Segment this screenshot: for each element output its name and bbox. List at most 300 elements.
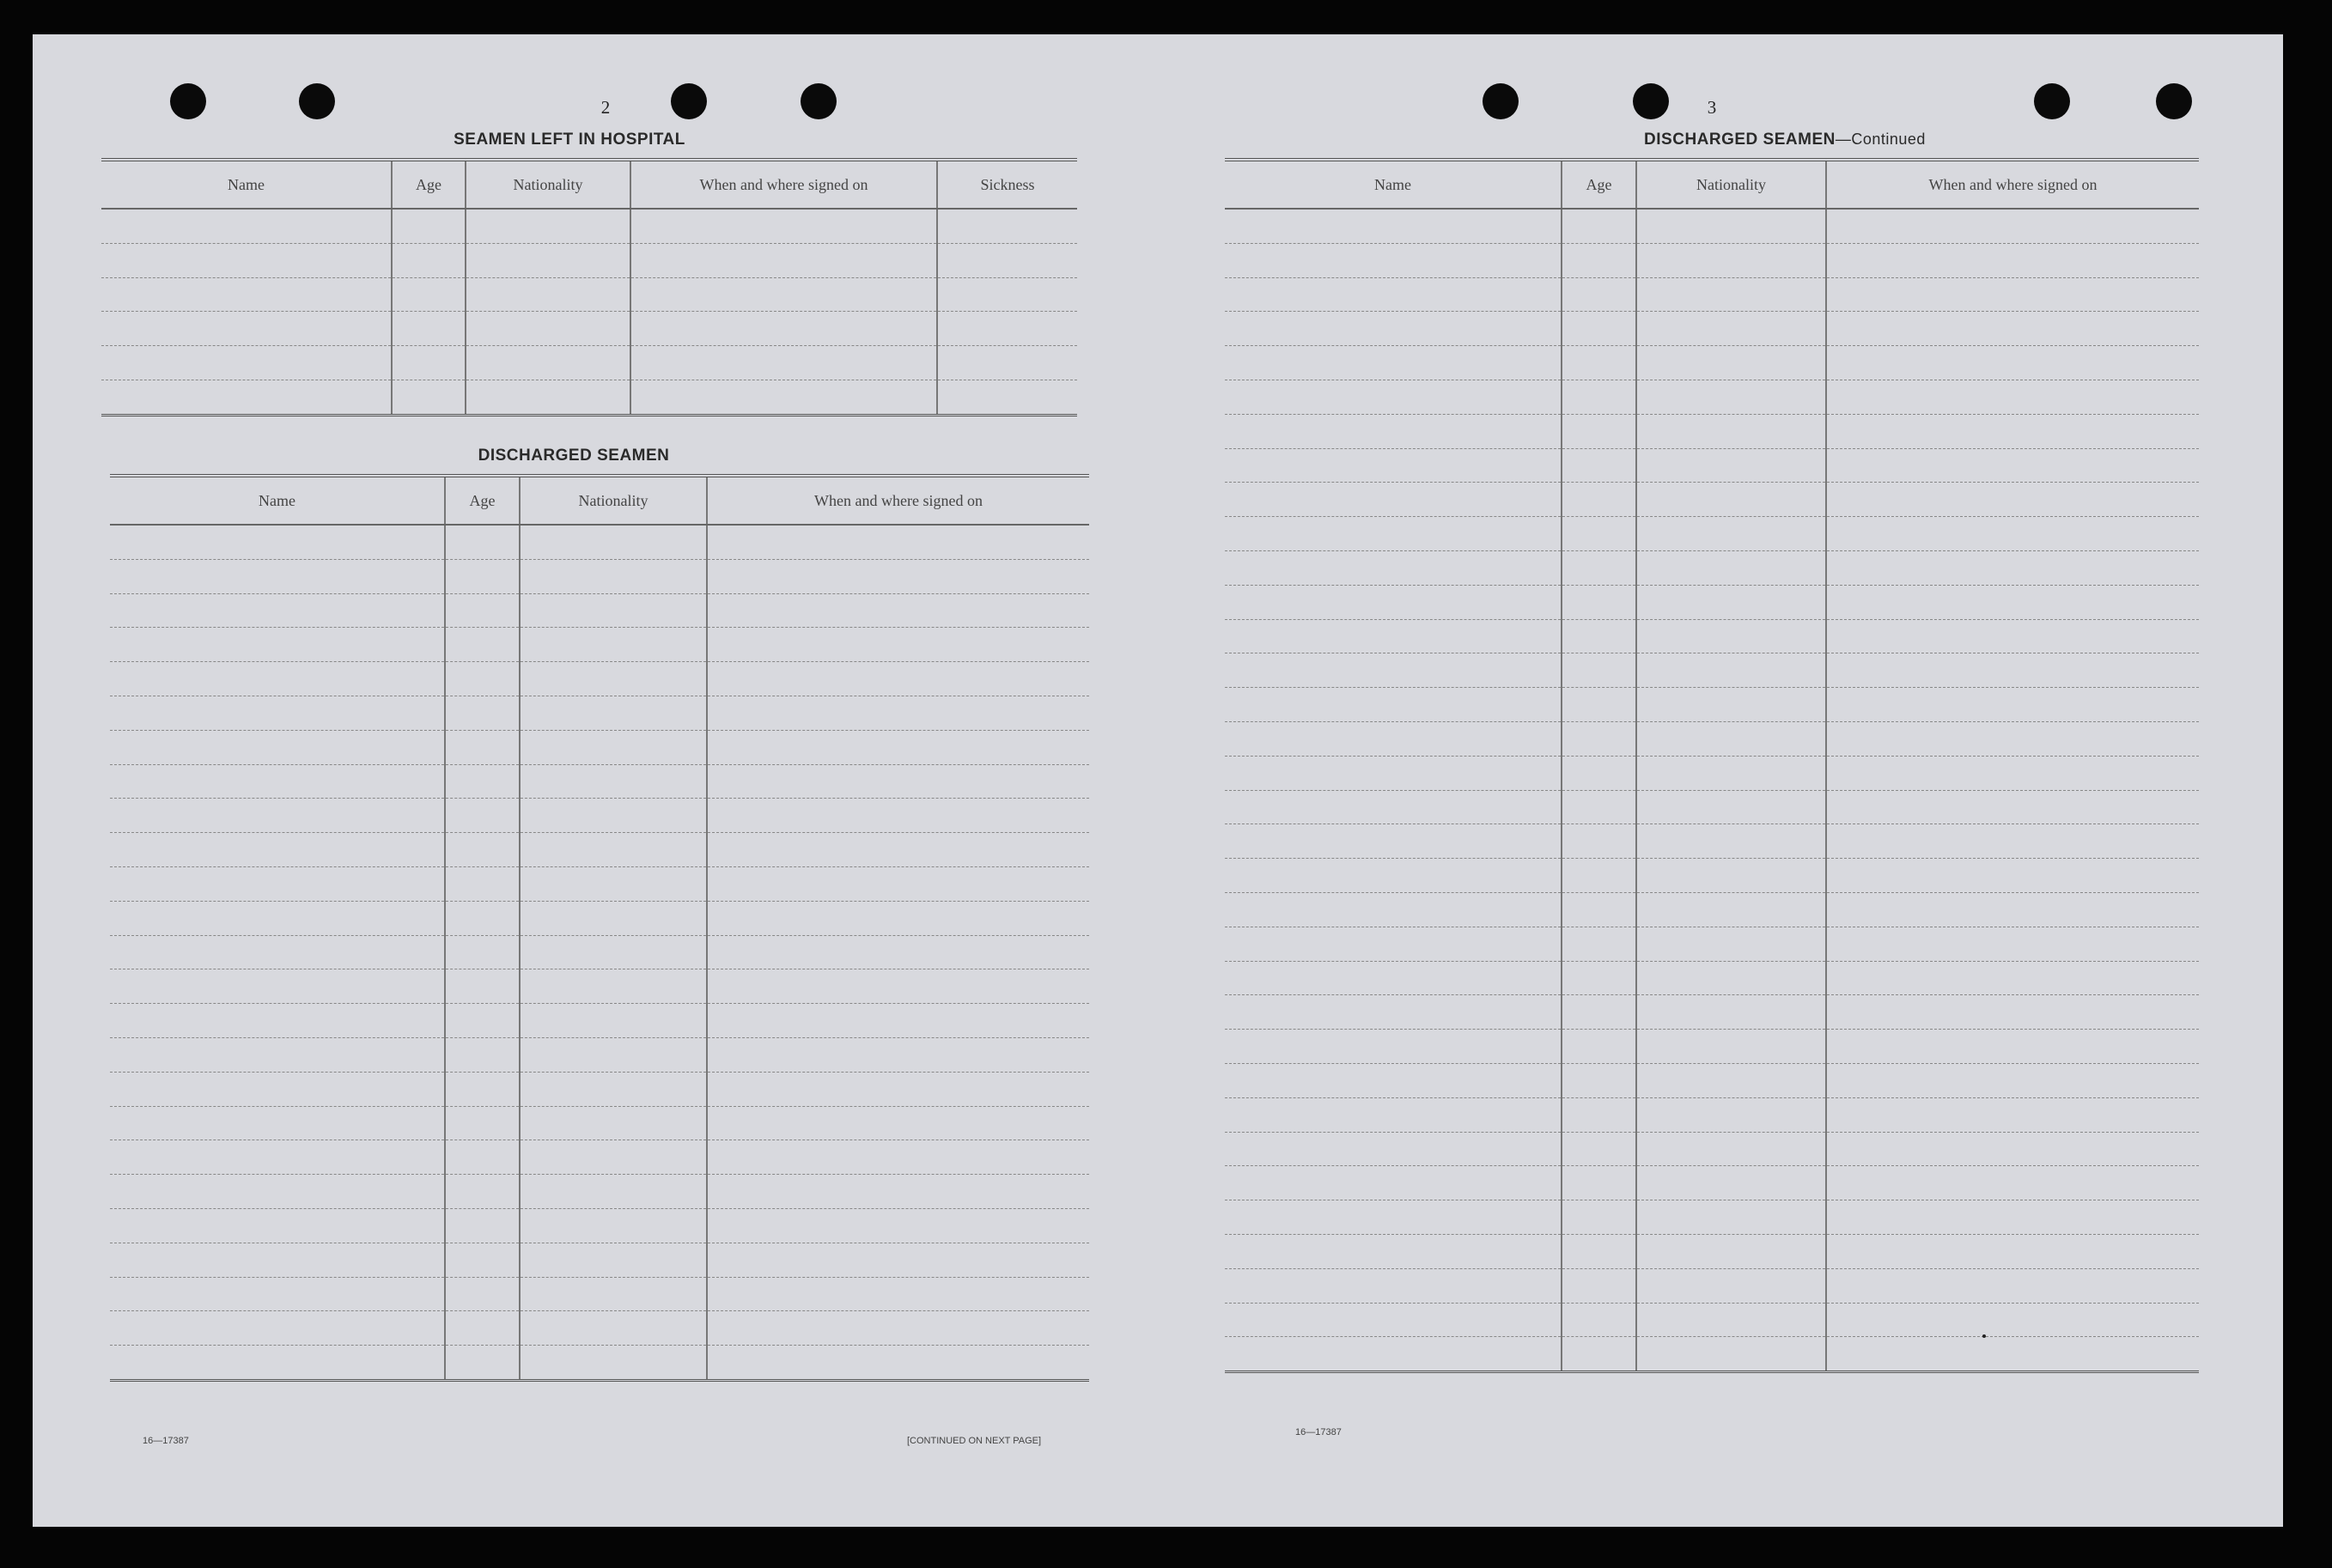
table-cell[interactable] [110,764,445,799]
table-cell[interactable] [445,696,520,730]
table-cell[interactable] [110,833,445,867]
table-cell[interactable] [520,525,707,559]
table-cell[interactable] [1225,1337,1562,1372]
table-cell[interactable] [1826,1030,2199,1064]
table-row [1225,312,2199,346]
table-cell[interactable] [101,277,392,312]
table-cell[interactable] [1562,721,1636,756]
table-cell[interactable] [445,866,520,901]
table-cell[interactable] [392,380,466,415]
table-cell[interactable] [110,696,445,730]
table-cell[interactable] [110,1346,445,1381]
table-cell[interactable] [445,730,520,764]
table-cell[interactable] [1562,550,1636,585]
punch-hole [1633,83,1669,119]
table-cell[interactable] [110,1175,445,1209]
table-cell[interactable] [110,628,445,662]
table-cell[interactable] [110,1208,445,1243]
table-cell[interactable] [1636,927,1826,961]
table-cell[interactable] [707,1175,1089,1209]
table-cell[interactable] [707,1346,1089,1381]
table-cell[interactable] [1636,1097,1826,1132]
table-cell[interactable] [110,1311,445,1346]
table-cell[interactable] [520,1243,707,1277]
table-cell[interactable] [110,525,445,559]
table-row [110,1004,1089,1038]
table-cell[interactable] [520,662,707,696]
table-cell[interactable] [445,1243,520,1277]
column-header-age: Age [392,160,466,209]
table-row [1225,448,2199,483]
table-row [1225,688,2199,722]
table-cell[interactable] [445,1106,520,1140]
table-cell[interactable] [101,346,392,380]
table-cell[interactable] [707,1277,1089,1311]
table-cell[interactable] [1562,653,1636,688]
table-cell[interactable] [630,243,937,277]
table-cell[interactable] [1636,892,1826,927]
table-cell[interactable] [937,312,1077,346]
table-cell[interactable] [1826,1166,2199,1200]
table-cell[interactable] [1826,277,2199,312]
table-cell[interactable] [937,346,1077,380]
table-cell[interactable] [445,1037,520,1072]
table-cell[interactable] [520,593,707,628]
table-cell[interactable] [1225,688,1562,722]
column-header-nationality: Nationality [520,476,707,525]
table-cell[interactable] [392,243,466,277]
table-cell[interactable] [1225,756,1562,790]
table-cell[interactable] [1225,312,1562,346]
table-cell[interactable] [1636,209,1826,243]
table-cell[interactable] [1636,448,1826,483]
table-cell[interactable] [520,628,707,662]
table-cell[interactable] [520,730,707,764]
table-cell[interactable] [1826,1200,2199,1235]
table-cell[interactable] [1826,961,2199,995]
table-cell[interactable] [1826,653,2199,688]
table-cell[interactable] [445,1311,520,1346]
table-cell[interactable] [1826,619,2199,653]
table-cell[interactable] [445,1072,520,1106]
table-cell[interactable] [1225,1097,1562,1132]
table-cell[interactable] [1225,448,1562,483]
table-cell[interactable] [1826,824,2199,859]
table-cell[interactable] [1225,277,1562,312]
table-cell[interactable] [1562,380,1636,414]
table-cell[interactable] [630,380,937,415]
table-cell[interactable] [707,1037,1089,1072]
table-cell[interactable] [110,730,445,764]
table-cell[interactable] [707,1072,1089,1106]
table-cell[interactable] [1826,1268,2199,1303]
table-cell[interactable] [1562,859,1636,893]
table-cell[interactable] [1562,619,1636,653]
table-cell[interactable] [1636,619,1826,653]
table-cell[interactable] [1636,756,1826,790]
table-cell[interactable] [1826,790,2199,824]
table-cell[interactable] [1225,995,1562,1030]
table-cell[interactable] [630,312,937,346]
table-cell[interactable] [1826,517,2199,551]
table-cell[interactable] [1225,721,1562,756]
table-cell[interactable] [707,1140,1089,1175]
table-cell[interactable] [630,346,937,380]
table-cell[interactable] [392,346,466,380]
table-cell[interactable] [392,312,466,346]
table-cell[interactable] [445,628,520,662]
table-cell[interactable] [520,1175,707,1209]
table-cell[interactable] [1562,585,1636,619]
table-cell[interactable] [1636,995,1826,1030]
table-cell[interactable] [1562,1063,1636,1097]
table-cell[interactable] [110,1037,445,1072]
table-cell[interactable] [1562,414,1636,448]
table-cell[interactable] [1826,346,2199,380]
table-cell[interactable] [1636,688,1826,722]
table-cell[interactable] [1826,312,2199,346]
table-cell[interactable] [1562,1200,1636,1235]
table-cell[interactable] [1225,243,1562,277]
table-cell[interactable] [110,1277,445,1311]
table-cell[interactable] [1562,1030,1636,1064]
table-cell[interactable] [707,764,1089,799]
table-cell[interactable] [707,1243,1089,1277]
table-cell[interactable] [1826,721,2199,756]
table-cell[interactable] [101,380,392,415]
page-number: 3 [1707,97,1717,118]
page-number: 2 [600,97,611,118]
table-cell[interactable] [1826,209,2199,243]
table-cell[interactable] [1636,1132,1826,1166]
table-cell[interactable] [445,1208,520,1243]
table-cell[interactable] [445,969,520,1004]
table-cell[interactable] [1225,414,1562,448]
table-cell[interactable] [445,1175,520,1209]
table-cell[interactable] [707,1106,1089,1140]
table-cell[interactable] [1562,346,1636,380]
table-cell[interactable] [466,312,630,346]
table-cell[interactable] [1225,517,1562,551]
table-cell[interactable] [1826,448,2199,483]
table-cell[interactable] [937,243,1077,277]
table-cell[interactable] [937,380,1077,415]
table-cell[interactable] [101,312,392,346]
table-cell[interactable] [1636,1200,1826,1235]
table-cell[interactable] [1562,1268,1636,1303]
table-row [1225,1337,2199,1372]
table-cell[interactable] [520,1346,707,1381]
table-cell[interactable] [1636,1234,1826,1268]
discharged-table [110,474,1089,1382]
table-cell[interactable] [1826,927,2199,961]
table-cell[interactable] [707,1311,1089,1346]
table-cell[interactable] [707,866,1089,901]
table-cell[interactable] [1636,790,1826,824]
table-cell[interactable] [1826,414,2199,448]
table-cell[interactable] [445,901,520,935]
table-cell[interactable] [445,833,520,867]
table-cell[interactable] [1562,824,1636,859]
table-cell[interactable] [1225,1063,1562,1097]
table-row [110,593,1089,628]
table-cell[interactable] [1225,1030,1562,1064]
table-cell[interactable] [1826,1097,2199,1132]
table-cell[interactable] [1636,517,1826,551]
table-cell[interactable] [466,380,630,415]
table-cell[interactable] [392,277,466,312]
table-cell[interactable] [707,969,1089,1004]
table-cell[interactable] [110,935,445,969]
table-cell[interactable] [630,277,937,312]
table-cell[interactable] [520,1106,707,1140]
table-cell[interactable] [1636,859,1826,893]
table-cell[interactable] [1562,243,1636,277]
table-row [110,662,1089,696]
table-cell[interactable] [1562,448,1636,483]
table-cell[interactable] [1826,1337,2199,1372]
table-cell[interactable] [1562,688,1636,722]
table-cell[interactable] [1225,1166,1562,1200]
table-cell[interactable] [1636,1303,1826,1337]
table-cell[interactable] [707,1208,1089,1243]
table-cell[interactable] [1636,1030,1826,1064]
table-cell[interactable] [1636,346,1826,380]
table-cell[interactable] [1562,927,1636,961]
table-row [1225,1097,2199,1132]
table-row [110,1243,1089,1277]
table-cell[interactable] [445,593,520,628]
table-cell[interactable] [520,1208,707,1243]
continued-note: [CONTINUED ON NEXT PAGE] [907,1436,1042,1446]
table-cell[interactable] [1562,312,1636,346]
table-cell[interactable] [707,696,1089,730]
table-cell[interactable] [1636,824,1826,859]
table-cell[interactable] [1562,277,1636,312]
table-cell[interactable] [1562,892,1636,927]
table-cell[interactable] [1225,1200,1562,1235]
table-cell[interactable] [1225,619,1562,653]
table-cell[interactable] [1225,824,1562,859]
table-cell[interactable] [707,901,1089,935]
table-cell[interactable] [520,696,707,730]
table-cell[interactable] [110,1243,445,1277]
table-cell[interactable] [1636,277,1826,312]
table-cell[interactable] [1562,1234,1636,1268]
table-cell[interactable] [1562,1097,1636,1132]
table-row [1225,550,2199,585]
table-cell[interactable] [110,969,445,1004]
table-cell[interactable] [1636,483,1826,517]
table-cell[interactable] [1225,790,1562,824]
table-cell[interactable] [937,209,1077,243]
table-cell[interactable] [520,1140,707,1175]
table-cell[interactable] [101,209,392,243]
table-cell[interactable] [707,799,1089,833]
table-cell[interactable] [707,662,1089,696]
table-cell[interactable] [1225,927,1562,961]
hospital-section-title: SEAMEN LEFT IN HOSPITAL [454,131,685,149]
table-row [1225,517,2199,551]
table-cell[interactable] [466,209,630,243]
table-cell[interactable] [445,935,520,969]
table-cell[interactable] [445,1346,520,1381]
table-cell[interactable] [520,969,707,1004]
table-cell[interactable] [1636,1166,1826,1200]
table-row [110,1037,1089,1072]
table-cell[interactable] [1225,483,1562,517]
table-cell[interactable] [1225,961,1562,995]
table-cell[interactable] [1636,585,1826,619]
table-cell[interactable] [110,866,445,901]
table-cell[interactable] [1826,1303,2199,1337]
table-cell[interactable] [1826,243,2199,277]
table-cell[interactable] [445,559,520,593]
table-cell[interactable] [1636,721,1826,756]
table-cell[interactable] [110,1072,445,1106]
table-cell[interactable] [1225,1303,1562,1337]
table-row [110,559,1089,593]
table-cell[interactable] [445,799,520,833]
table-cell[interactable] [110,593,445,628]
table-row [110,1277,1089,1311]
table-cell[interactable] [445,525,520,559]
punch-hole [801,83,837,119]
table-cell[interactable] [1225,550,1562,585]
table-cell[interactable] [1826,859,2199,893]
table-cell[interactable] [445,764,520,799]
table-cell[interactable] [110,1106,445,1140]
table-cell[interactable] [520,866,707,901]
table-cell[interactable] [110,662,445,696]
table-cell[interactable] [1636,1063,1826,1097]
table-cell[interactable] [707,833,1089,867]
table-cell[interactable] [1225,1132,1562,1166]
table-cell[interactable] [1225,1268,1562,1303]
table-cell[interactable] [392,209,466,243]
table-cell[interactable] [520,1072,707,1106]
table-cell[interactable] [445,1004,520,1038]
table-cell[interactable] [110,901,445,935]
table-cell[interactable] [1562,1166,1636,1200]
table-cell[interactable] [110,1140,445,1175]
document-sheet [33,34,2283,1527]
table-cell[interactable] [101,243,392,277]
table-cell[interactable] [707,935,1089,969]
table-cell[interactable] [1826,550,2199,585]
table-cell[interactable] [520,764,707,799]
table-cell[interactable] [1225,859,1562,893]
table-cell[interactable] [1225,346,1562,380]
table-cell[interactable] [520,799,707,833]
table-cell[interactable] [520,559,707,593]
table-cell[interactable] [1225,1234,1562,1268]
table-cell[interactable] [1826,995,2199,1030]
table-cell[interactable] [1562,1132,1636,1166]
table-cell[interactable] [1636,1268,1826,1303]
section-title-suffix: —Continued [1835,131,1926,148]
table-cell[interactable] [630,209,937,243]
table-cell[interactable] [1562,209,1636,243]
table-cell[interactable] [1562,1337,1636,1372]
table-cell[interactable] [1636,1337,1826,1372]
table-cell[interactable] [1636,550,1826,585]
table-cell[interactable] [1826,892,2199,927]
table-cell[interactable] [1826,585,2199,619]
table-cell[interactable] [1826,1132,2199,1166]
table-cell[interactable] [1225,585,1562,619]
table-cell[interactable] [110,1004,445,1038]
table-cell[interactable] [1826,688,2199,722]
table-cell[interactable] [445,662,520,696]
table-cell[interactable] [1826,380,2199,414]
table-row [1225,1030,2199,1064]
table-cell[interactable] [1826,1234,2199,1268]
column-header-signed-on: When and where signed on [630,160,937,209]
table-cell[interactable] [1562,790,1636,824]
table-cell[interactable] [1225,653,1562,688]
table-cell[interactable] [466,277,630,312]
table-cell[interactable] [445,1140,520,1175]
table-cell[interactable] [1562,483,1636,517]
table-cell[interactable] [520,901,707,935]
table-cell[interactable] [520,833,707,867]
table-cell[interactable] [1562,1303,1636,1337]
table-cell[interactable] [1562,517,1636,551]
table-cell[interactable] [445,1277,520,1311]
table-cell[interactable] [707,730,1089,764]
table-cell[interactable] [1562,961,1636,995]
table-cell[interactable] [1562,756,1636,790]
column-header-name: Name [110,476,445,525]
table-row [101,346,1077,380]
table-cell[interactable] [520,935,707,969]
table-cell[interactable] [1636,961,1826,995]
table-cell[interactable] [110,799,445,833]
table-cell[interactable] [1826,756,2199,790]
table-cell[interactable] [1225,892,1562,927]
table-cell[interactable] [520,1277,707,1311]
table-cell[interactable] [707,525,1089,559]
table-cell[interactable] [707,628,1089,662]
table-cell[interactable] [1636,380,1826,414]
table-cell[interactable] [1225,380,1562,414]
table-cell[interactable] [707,1004,1089,1038]
table-row [1225,1132,2199,1166]
table-cell[interactable] [707,593,1089,628]
table-cell[interactable] [1826,1063,2199,1097]
table-cell[interactable] [1826,483,2199,517]
table-cell[interactable] [466,243,630,277]
table-cell[interactable] [110,559,445,593]
table-row [1225,721,2199,756]
table-cell[interactable] [1562,995,1636,1030]
table-cell[interactable] [520,1037,707,1072]
table-cell[interactable] [1636,414,1826,448]
table-cell[interactable] [520,1311,707,1346]
table-cell[interactable] [1636,312,1826,346]
table-cell[interactable] [937,277,1077,312]
table-cell[interactable] [466,346,630,380]
discharged-section-title: DISCHARGED SEAMEN [478,447,670,465]
table-row [1225,653,2199,688]
table-cell[interactable] [520,1004,707,1038]
ink-speck [1982,1334,1986,1338]
table-cell[interactable] [1636,243,1826,277]
table-cell[interactable] [1636,653,1826,688]
table-cell[interactable] [707,559,1089,593]
table-cell[interactable] [1225,209,1562,243]
